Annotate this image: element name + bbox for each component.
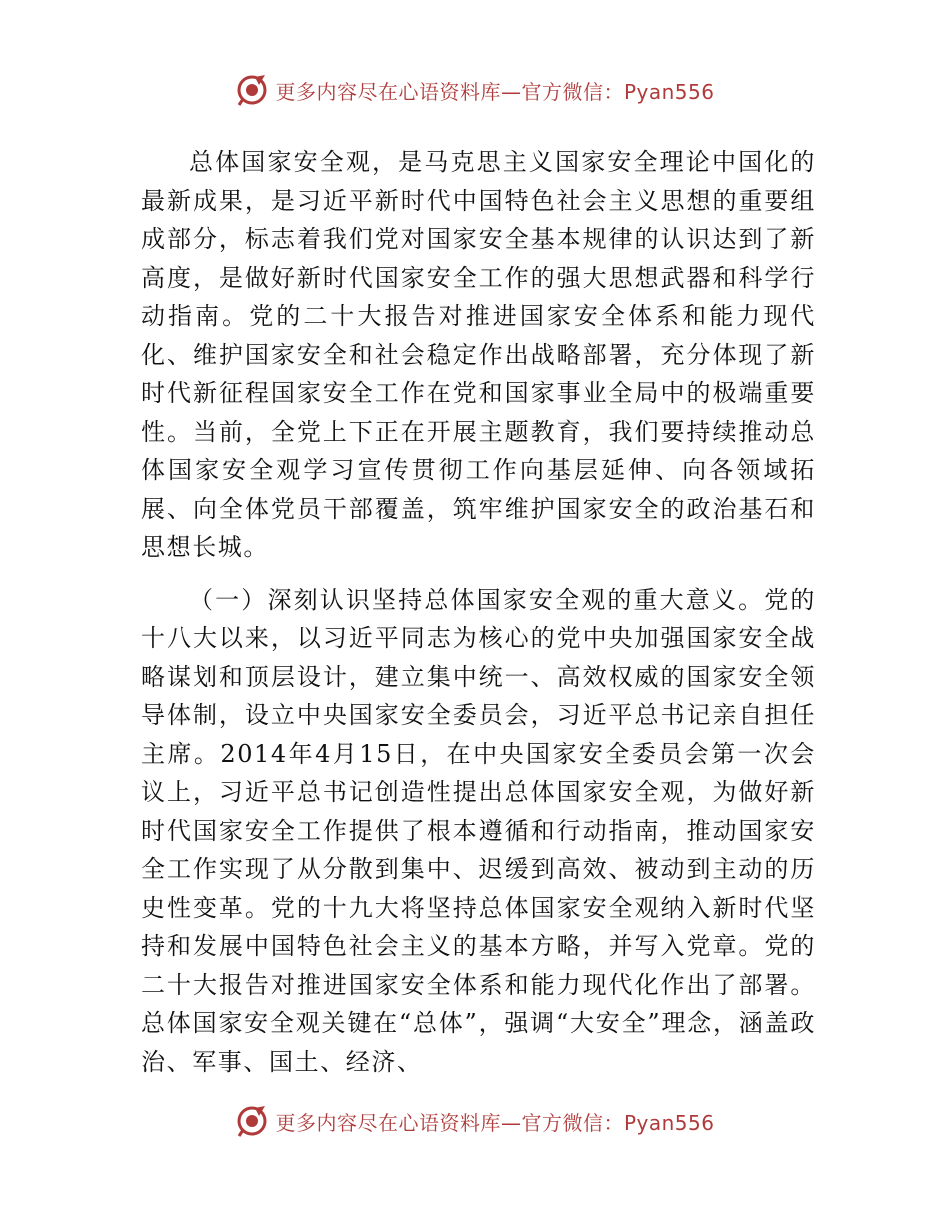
footer-watermark-banner xyxy=(0,1101,950,1141)
paragraph-intro: 总体国家安全观，是马克思主义国家安全理论中国化的最新成果，是习近平新时代中国特色社会主义思想的重要组成部分，标志着我们党对国家安全基本规律的认识达到了新高度，是做好新时代国家安全工作的强大思想武器和科学行动指南。党的二十大报告对推进国家安全体系和能力现代化、维护国家安全和社会稳定作出战略部署，充分体现了新时代新征程国家安全工作在党和国家事业全局中的极端重要性。当前，全党上下正在开展主题教育，我们要持续推动总体国家安全观学习宣传贯彻工作向基层延伸、向各领域拓展、向全体党员干部覆盖，筑牢维护国家安全的政治基石和思想长城。 xyxy=(141,148,816,561)
paragraph-section-one: （一）深刻认识坚持总体国家安全观的重大意义。党的十八大以来，以习近平同志为核心的党中央加强国家安全战略谋划和顶层设计，建立集中统一、高效权威的国家安全领导体制，设立中央国家安全委员会，习近平总书记亲自担任主席。2014年4月15日，在中央国家安全委员会第一次会议上，习近平总书记创造性提出总体国家安全观，为做好新时代国家安全工作提供了根本遵循和行动指南，推动国家安全工作实现了从分散到集中、迟缓到高效、被动到主动的历史性变革。党的十九大将坚持总体国家安全观纳入新时代坚持和发展中国特色社会主义的基本方略，并写入党章。党的二十大报告对推进国家安全体系和能力现代化作出了部署。总体国家安全观关键在“总体”，强调“大安全”理念，涵盖政治、军事、国土、经济、 xyxy=(141,585,816,1076)
watermark-text: 更多内容尽在心语资料库—官方微信：Pyan556 xyxy=(275,79,715,104)
pen-circle-logo-icon xyxy=(235,73,269,107)
document-body xyxy=(141,143,816,1081)
header-watermark-banner xyxy=(0,70,950,110)
pen-circle-logo-icon xyxy=(235,1104,269,1138)
watermark-text: 更多内容尽在心语资料库—官方微信：Pyan556 xyxy=(275,1110,715,1135)
